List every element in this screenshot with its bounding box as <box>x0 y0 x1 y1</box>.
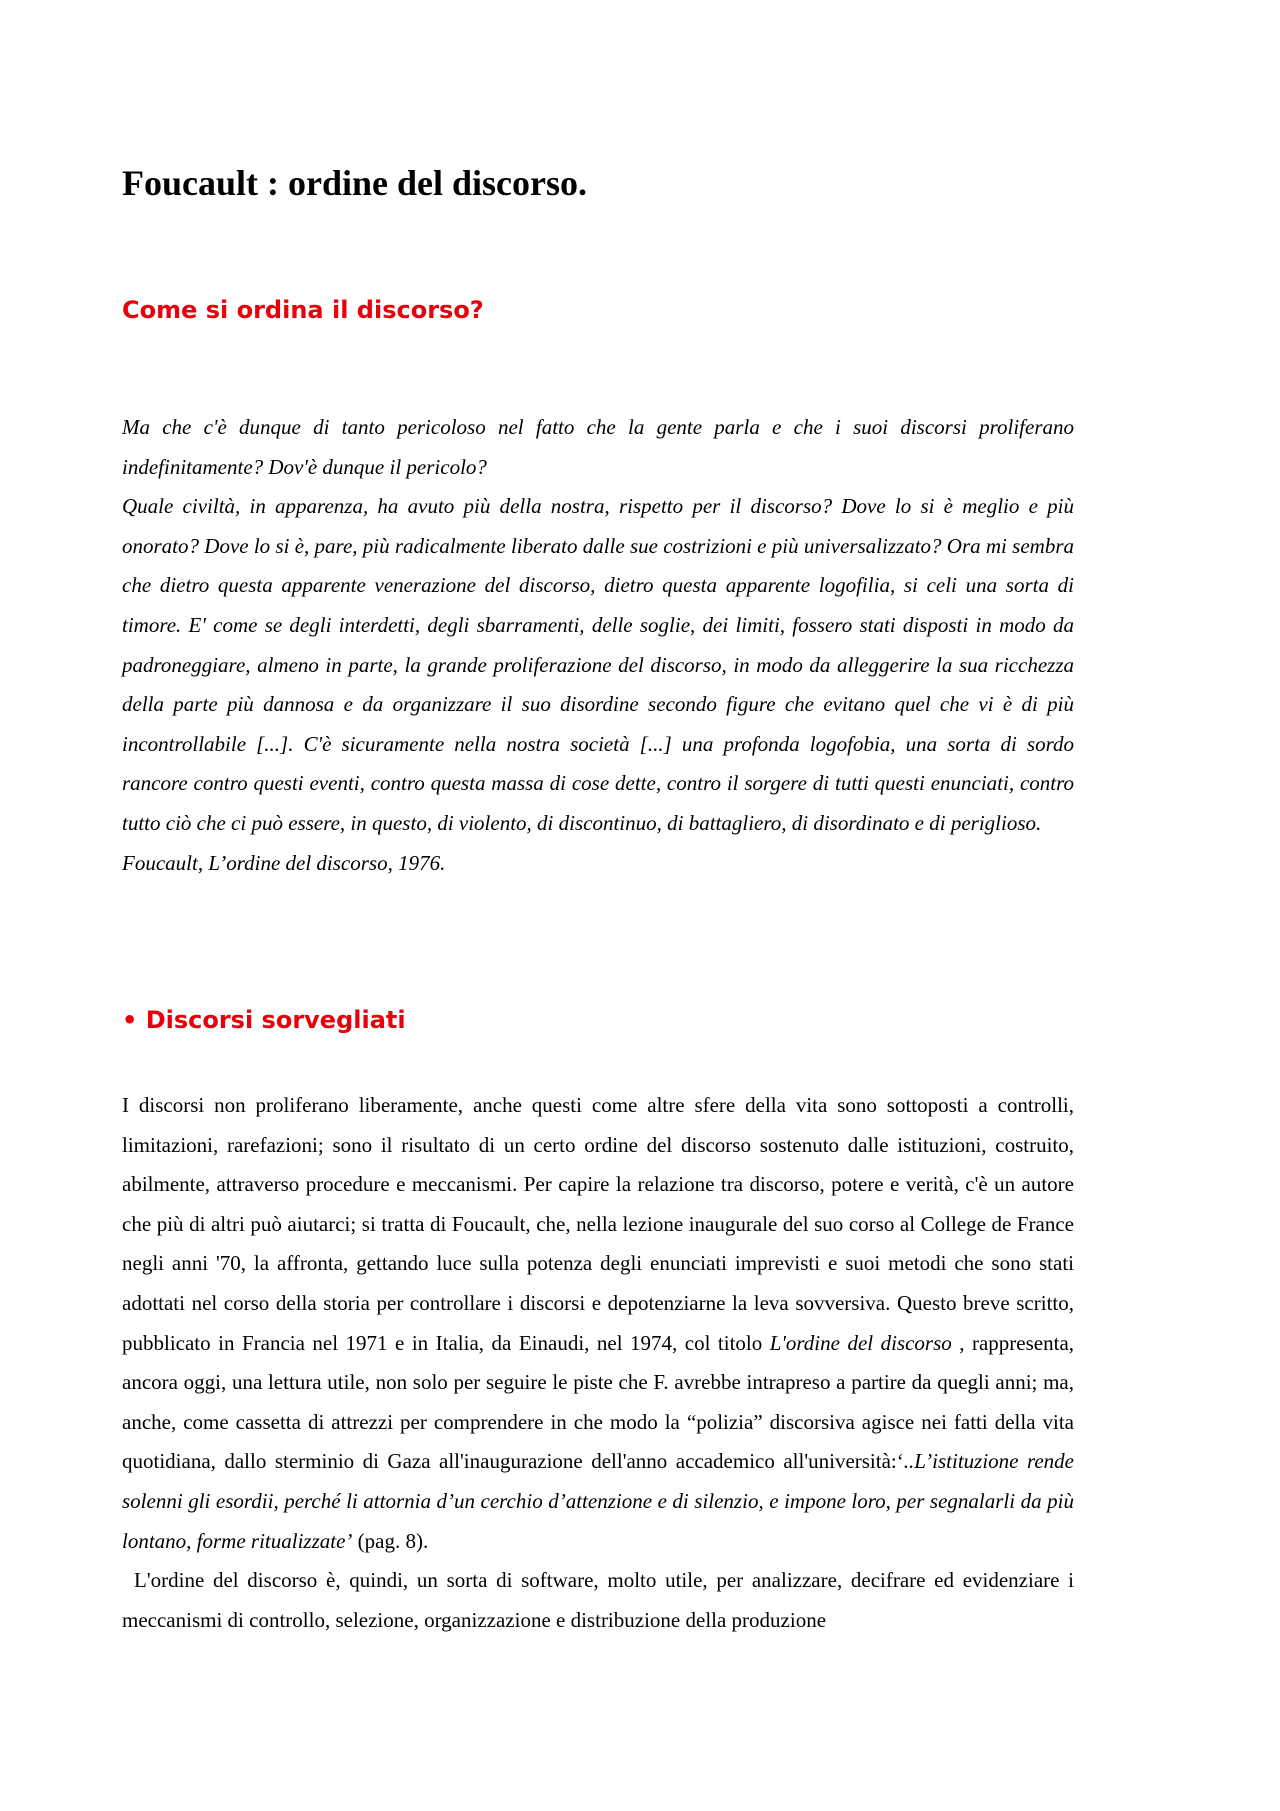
body-text-run: (pag. 8). <box>352 1528 429 1553</box>
inline-quote: ..L’istituzione rende solenni gli esordii, perché li attornia d’un cerchio d’attenzione e di silenzio, e impone loro, per segnalarli da più lontano, forme ritualizzate’ <box>122 1449 1075 1553</box>
body-text-run: , rappresenta, ancora oggi, una lettura utile, non solo per seguire le piste che F. avrebbe intrapreso a partire da quegli anni; ma, anche, come cassetta di attrezzi per comprendere in che modo la “polizia” discorsiva agisce nei fatti della vita quotidiana, dallo sterminio di Gaza all'inaugurazione dell'anno accademico all'università:‘ <box>122 1330 1075 1474</box>
book-title: L'ordine del discorso <box>769 1330 952 1355</box>
body-text-run: I discorsi non proliferano liberamente, anche questi come altre sfere della vita sono sottoposti a controlli, limitazioni, rarefazioni; sono il risultato di un certo ordine del discorso sostenuto dalle istituzioni, costruito, abilmente, attraverso procedure e meccanismi. Per capire la relazione tra discorso, potere e verità, c'è un autore che più di altri può aiutarci; si tratta di Foucault, che, nella lezione inaugurale del suo corso al College de France negli anni '70, la affronta, gettando luce sulla potenza degli enunciati imprevisti e suoi metodi che sono stati adottati nel corso della storia per controllare i discorsi e depotenziarne la leva sovversiva. Questo breve scritto, pubblicato in Francia nel 1971 e in Italia, da Einaudi, nel 1974, col titolo <box>122 1093 1074 1355</box>
section-heading-discorsi-sorvegliati: • Discorsi sorvegliati <box>122 1006 406 1034</box>
quote-paragraph-2: Quale civiltà, in apparenza, ha avuto più della nostra, rispetto per il discorso? Dove lo si è meglio e più onorato? Dove lo si è, pare, più radicalmente liberato dalle sue costrizioni e più universalizzato? Ora mi sembra che dietro questa apparente venerazione del discorso, dietro questa apparente logofilia, si celi una sorta di timore. E' come se degli interdetti, degli sbarramenti, delle soglie, dei limiti, fossero stati disposti in modo da padroneggiare, almeno in parte, la grande proliferazione del discorso, in modo da alleggerire la sua ricchezza della parte più dannosa e da organizzare il suo disordine secondo figure che evitano quel che vi è di più incontrollabile [...]. C'è sicuramente nella nostra società [...] una profonda logofobia, una sorta di sordo rancore contro questi eventi, contro questa massa di cose dette, contro il sorgere di tutti questi enunciati, contro tutto ciò che ci può essere, in questo, di violento, di discontinuo, di battagliero, di disordinato e di periglioso. <box>122 494 1074 835</box>
quote-citation: Foucault, L’ordine del discorso, 1976. <box>122 850 446 875</box>
quote-paragraph-1: Ma che c'è dunque di tanto pericoloso nel fatto che la gente parla e che i suoi discorsi proliferano indefinitamente? Dov'è dunque il pericolo? <box>122 415 1074 479</box>
page-title: Foucault : ordine del discorso. <box>122 163 587 203</box>
body-paragraph-2: L'ordine del discorso è, quindi, un sorta di software, molto utile, per analizzare, decifrare ed evidenziare i meccanismi di controllo, selezione, organizzazione e distribuzione della produzione <box>122 1568 1074 1632</box>
body-paragraph-1 <box>122 1086 1074 1561</box>
foucault-quote <box>122 408 1074 883</box>
body-text <box>122 1086 1074 1640</box>
section-heading-ordine: Come si ordina il discorso? <box>122 296 484 324</box>
